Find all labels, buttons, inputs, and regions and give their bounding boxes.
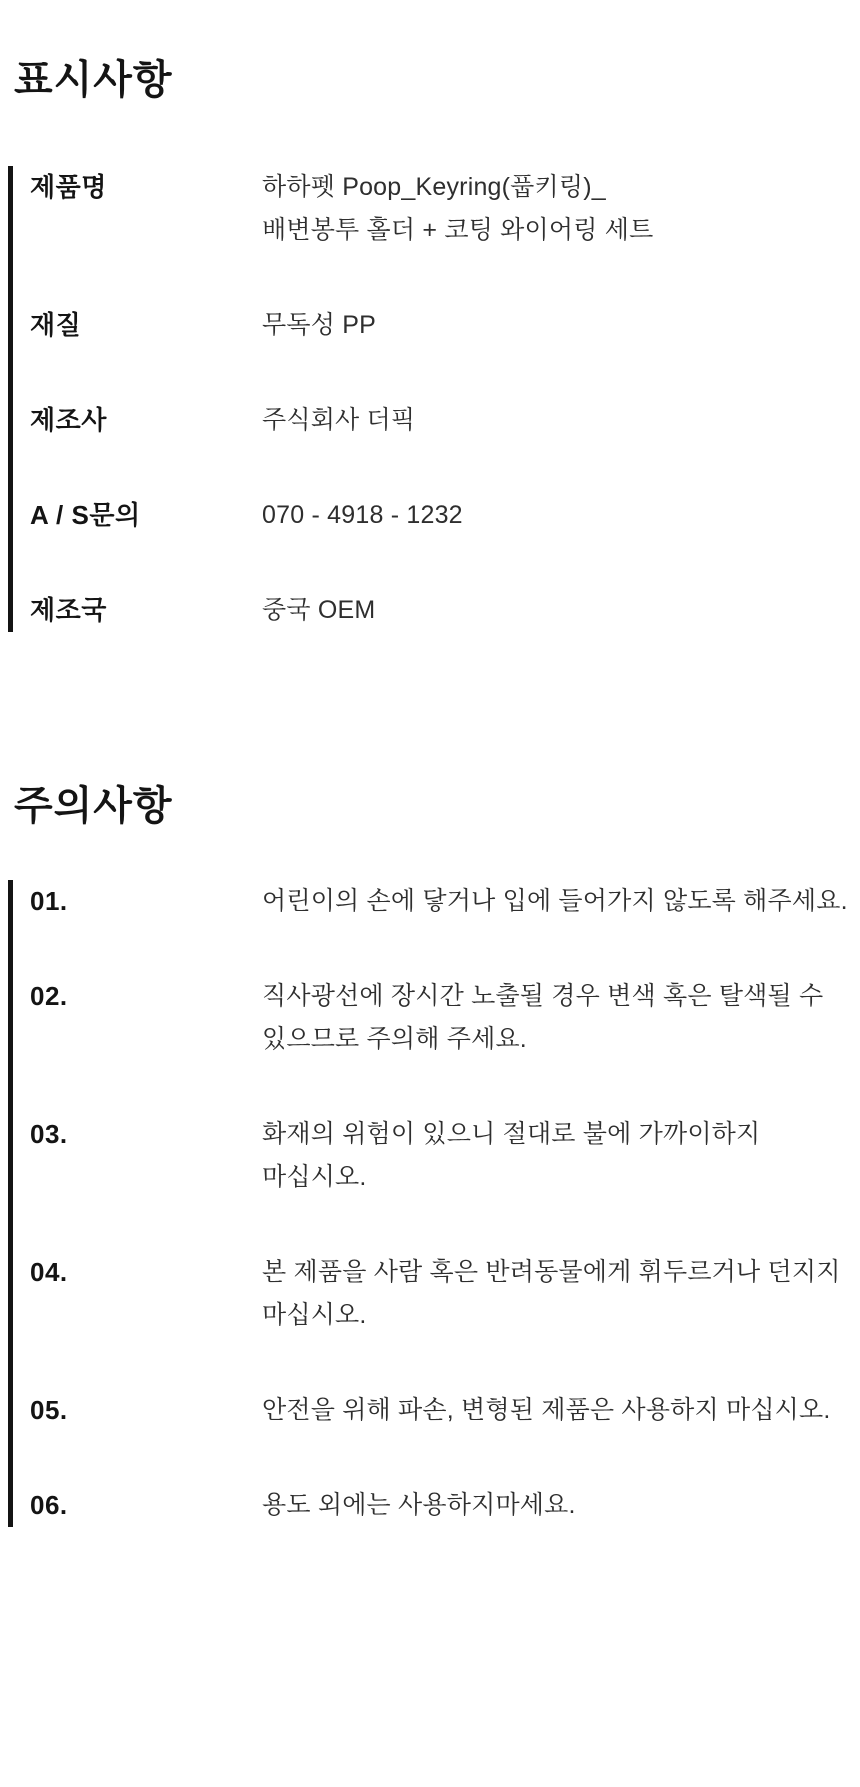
- precaution-text-line: 화재의 위험이 있으니 절대로 불에 가까이하지: [262, 1120, 761, 1148]
- precaution-number: 01.: [30, 886, 68, 916]
- info-row-as-contact: [30, 494, 850, 537]
- precaution-number: 04.: [30, 1257, 68, 1287]
- precaution-text: [262, 1389, 850, 1432]
- precaution-number: 06.: [30, 1490, 68, 1520]
- precaution-item-06: [30, 1484, 850, 1527]
- info-value: [262, 494, 850, 537]
- precaution-text-line: 안전을 위해 파손, 변형된 제품은 사용하지 마십시오.: [262, 1396, 831, 1424]
- precaution-text-line: 본 제품을 사람 혹은 반려동물에게 휘두르거나 던지지: [262, 1258, 841, 1286]
- precaution-item-01: [30, 880, 850, 923]
- label-info-table: [8, 166, 850, 632]
- precaution-text: [262, 880, 850, 923]
- precautions-section: [8, 782, 850, 1527]
- info-row-material: [30, 304, 850, 347]
- precaution-item-03: [30, 1113, 850, 1199]
- info-value: [262, 589, 850, 632]
- info-value-line: 배변봉투 홀더 + 코팅 와이어링 세트: [262, 216, 654, 244]
- info-row-manufacturer: [30, 399, 850, 442]
- info-label: 제조사: [30, 405, 107, 435]
- precaution-number: 02.: [30, 981, 68, 1011]
- info-value: [262, 304, 850, 347]
- info-value-line: 주식회사 더픽: [262, 406, 416, 434]
- precaution-text: [262, 1251, 850, 1337]
- precautions-list: [8, 880, 850, 1527]
- info-label: 재질: [30, 310, 82, 340]
- precaution-item-05: [30, 1389, 850, 1432]
- precaution-item-02: [30, 975, 850, 1061]
- label-info-title: 표시사항: [14, 58, 173, 102]
- info-row-country-of-origin: [30, 589, 850, 632]
- precaution-text: [262, 1484, 850, 1527]
- label-info-section: [8, 56, 850, 632]
- info-value-line: 중국 OEM: [262, 596, 376, 624]
- precaution-item-04: [30, 1251, 850, 1337]
- info-value-line: 070 - 4918 - 1232: [262, 501, 463, 529]
- info-label: 제품명: [30, 172, 107, 202]
- precautions-title: 주의사항: [14, 784, 173, 828]
- info-label: A / S문의: [30, 500, 141, 530]
- precaution-text: [262, 1113, 850, 1199]
- precaution-text-line: 어린이의 손에 닿거나 입에 들어가지 않도록 해주세요.: [262, 887, 848, 915]
- info-value-line: 하하펫 Poop_Keyring(풉키링)_: [262, 173, 606, 201]
- precaution-number: 03.: [30, 1119, 68, 1149]
- precaution-number: 05.: [30, 1395, 68, 1425]
- precaution-text-line: 직사광선에 장시간 노출될 경우 변색 혹은 탈색될 수: [262, 982, 824, 1010]
- info-value: [262, 399, 850, 442]
- info-row-product-name: [30, 166, 850, 252]
- info-label: 제조국: [30, 595, 107, 625]
- info-value-line: 무독성 PP: [262, 311, 376, 339]
- info-value: [262, 166, 850, 252]
- precaution-text-line: 마십시오.: [262, 1163, 367, 1191]
- precaution-text-line: 마십시오.: [262, 1301, 367, 1329]
- precaution-text: [262, 975, 850, 1061]
- precaution-text-line: 용도 외에는 사용하지마세요.: [262, 1491, 576, 1519]
- precaution-text-line: 있으므로 주의해 주세요.: [262, 1025, 527, 1053]
